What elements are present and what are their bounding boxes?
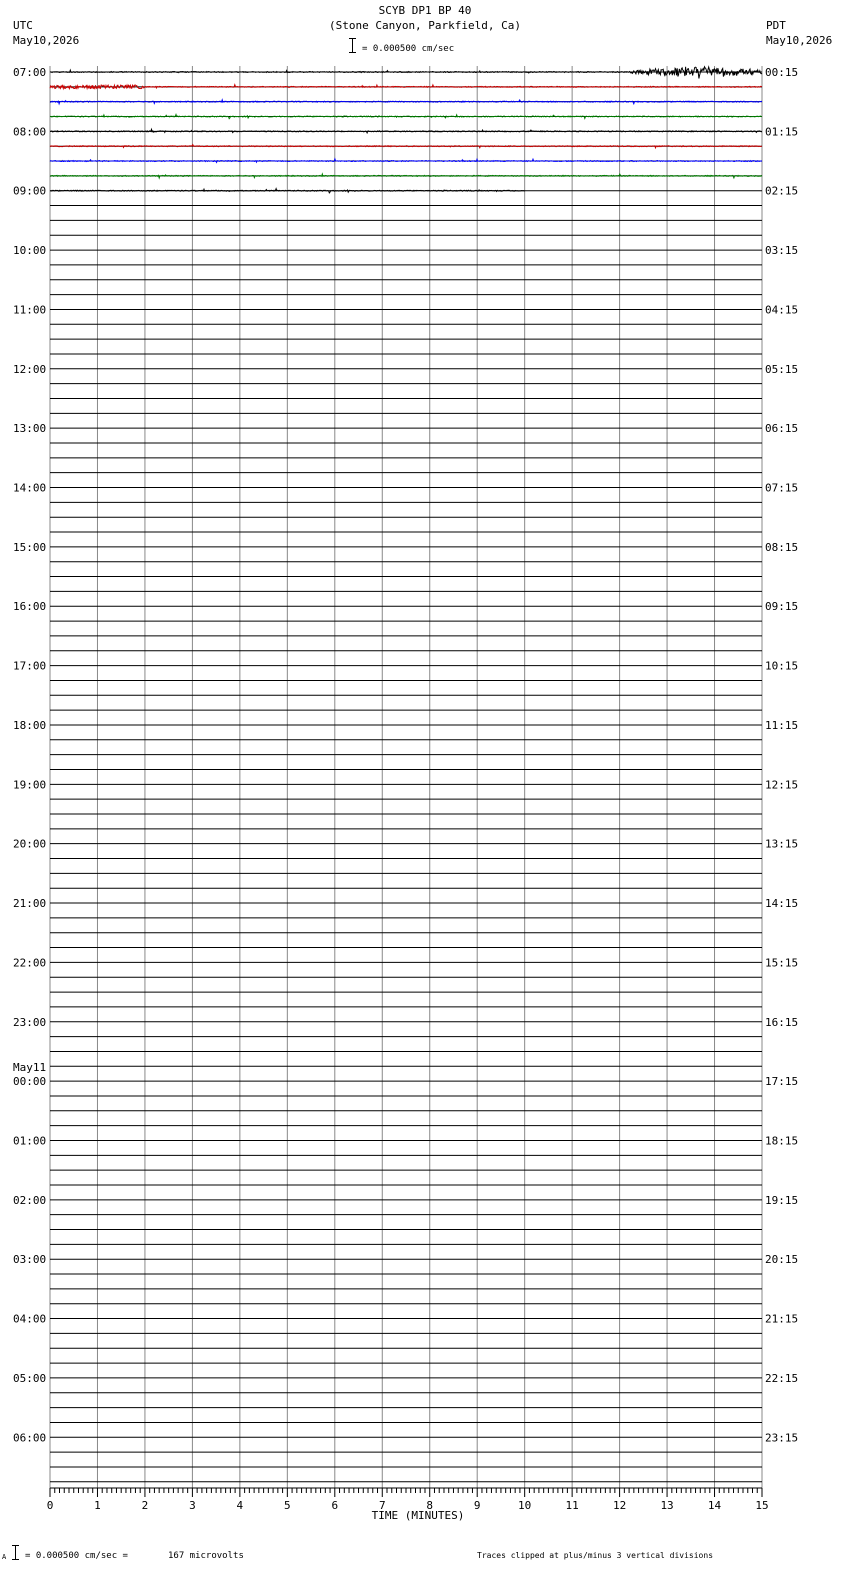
station-subtitle: (Stone Canyon, Parkfield, Ca)	[328, 19, 522, 32]
utc-hour-label: 06:00	[13, 1431, 47, 1445]
pdt-hour-label: 16:15	[765, 1015, 799, 1029]
utc-hour-label: 05:00	[13, 1371, 47, 1385]
footer-microvolts: 167 microvolts	[168, 1551, 244, 1561]
footer-scale-bar-icon	[15, 1545, 16, 1560]
pdt-hour-label: 10:15	[765, 659, 799, 673]
x-tick-label: 14	[707, 1499, 722, 1512]
x-tick-label: 15	[755, 1499, 769, 1512]
utc-hour-label: 04:00	[13, 1312, 47, 1326]
utc-hour-label: 16:00	[13, 600, 47, 614]
left-timezone: UTC	[13, 19, 33, 32]
pdt-hour-label: 00:15	[765, 66, 799, 79]
utc-hour-label: 17:00	[13, 659, 47, 673]
seismic-trace	[50, 129, 762, 133]
utc-hour-label: 13:00	[13, 422, 47, 436]
pdt-hour-label: 11:15	[765, 718, 799, 732]
pdt-hour-label: 21:15	[765, 1312, 799, 1326]
pdt-hour-label: 09:15	[765, 600, 799, 614]
footer-scale-text: = 0.000500 cm/sec =	[25, 1551, 128, 1561]
pdt-hour-label: 07:15	[765, 481, 799, 495]
utc-hour-label: 11:00	[13, 303, 47, 317]
seismic-trace	[50, 114, 762, 118]
pdt-hour-label: 22:15	[765, 1371, 799, 1385]
left-date: May10,2026	[13, 34, 80, 47]
pdt-hour-label: 08:15	[765, 540, 799, 554]
header-scale-text: = 0.000500 cm/sec	[362, 44, 455, 54]
utc-hour-label: 02:00	[13, 1193, 47, 1207]
pdt-hour-label: 18:15	[765, 1134, 799, 1148]
pdt-hour-label: 12:15	[765, 778, 799, 792]
right-date: May10,2026	[766, 34, 833, 47]
pdt-hour-label: 20:15	[765, 1253, 799, 1267]
utc-hour-label: 20:00	[13, 837, 47, 851]
x-tick-label: 6	[331, 1499, 339, 1512]
x-tick-label: 12	[612, 1499, 627, 1512]
utc-hour-label: 21:00	[13, 897, 47, 911]
utc-hour-label: 19:00	[13, 778, 47, 792]
pdt-hour-label: 04:15	[765, 303, 799, 317]
x-tick-label: 9	[473, 1499, 481, 1512]
pdt-hour-label: 02:15	[765, 184, 799, 198]
x-tick-label: 13	[660, 1499, 674, 1512]
x-tick-label: 7	[378, 1499, 386, 1512]
footer-scale-marker: A	[2, 1553, 7, 1561]
utc-hour-label: 23:00	[13, 1015, 47, 1029]
date-change-label: May11	[13, 1061, 47, 1075]
seismic-trace	[50, 67, 762, 79]
seismic-trace	[50, 145, 762, 148]
utc-hour-label: 18:00	[13, 718, 47, 732]
pdt-hour-label: 19:15	[765, 1193, 799, 1207]
pdt-hour-label: 17:15	[765, 1075, 799, 1089]
pdt-hour-label: 05:15	[765, 362, 799, 376]
pdt-hour-label: 06:15	[765, 422, 799, 436]
utc-hour-label: 22:00	[13, 956, 47, 970]
pdt-hour-label: 01:15	[765, 125, 799, 139]
utc-hour-label: 14:00	[13, 481, 47, 495]
x-tick-label: 0	[46, 1499, 54, 1512]
x-tick-label: 5	[284, 1499, 291, 1512]
pdt-hour-label: 14:15	[765, 897, 799, 911]
x-tick-label: 1	[94, 1499, 101, 1512]
utc-hour-label: 12:00	[13, 362, 47, 376]
x-tick-label: 4	[236, 1499, 244, 1512]
x-tick-label: 8	[426, 1499, 434, 1512]
utc-hour-label: 15:00	[13, 540, 47, 554]
x-axis-label: TIME (MINUTES)	[371, 1509, 465, 1522]
seismic-trace	[50, 100, 762, 104]
utc-hour-label: 10:00	[13, 244, 47, 258]
x-tick-label: 2	[141, 1499, 149, 1512]
pdt-hour-label: 13:15	[765, 837, 799, 851]
chart-title: SCYB DP1 BP 40	[378, 4, 472, 17]
pdt-hour-label: 23:15	[765, 1431, 799, 1445]
x-tick-label: 3	[189, 1499, 196, 1512]
pdt-hour-label: 03:15	[765, 244, 799, 258]
utc-hour-label: 09:00	[13, 184, 47, 198]
pdt-hour-label: 15:15	[765, 956, 799, 970]
footer-clip-note: Traces clipped at plus/minus 3 vertical divisions	[477, 1551, 714, 1560]
utc-hour-label: 08:00	[13, 125, 47, 139]
x-tick-label: 11	[565, 1499, 579, 1512]
utc-hour-label: 03:00	[13, 1253, 47, 1267]
seismic-trace	[50, 85, 762, 89]
utc-hour-label: 07:00	[13, 66, 47, 79]
x-tick-label: 10	[518, 1499, 532, 1512]
right-timezone: PDT	[766, 19, 786, 32]
utc-hour-label: 00:00	[13, 1075, 47, 1089]
utc-hour-label: 01:00	[13, 1134, 47, 1148]
